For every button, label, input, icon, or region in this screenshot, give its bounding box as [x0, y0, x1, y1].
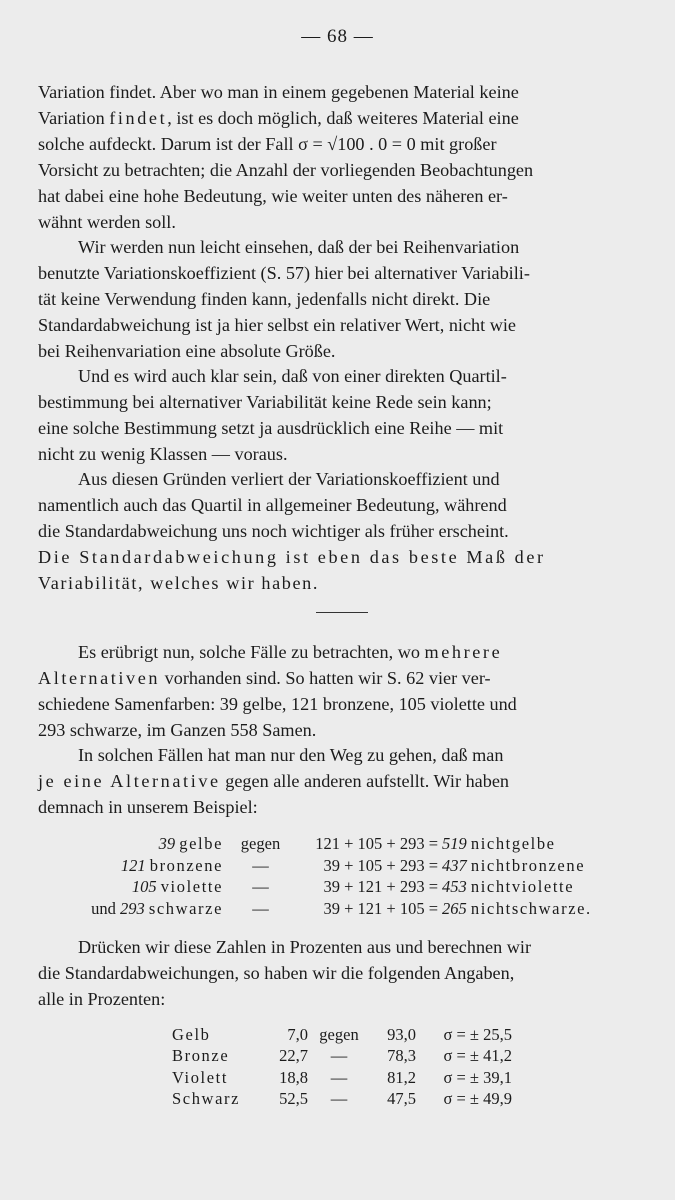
separator-cell: gegen	[240, 834, 281, 853]
text-line: benutzte Variationskoeffizient (S. 57) hier bei alternativer Variabili-	[38, 262, 530, 283]
text-line: hat dabei eine hohe Bedeutung, wie weiter unten des näheren er-	[38, 185, 508, 206]
percentage-row	[172, 1024, 512, 1045]
complement-cell: 78,3	[387, 1046, 416, 1066]
spaced-word: findet	[109, 107, 168, 128]
spaced-line: Die Standardabweichung ist eben das beste Maß der	[38, 546, 546, 567]
text-line: die Standardabweichung uns noch wichtiger als früher erscheint.	[38, 520, 509, 541]
sigma-cell: σ = ± 39,1	[443, 1067, 512, 1087]
paragraph-3	[38, 364, 652, 468]
seed-count-cell: 39 gelbe	[158, 834, 223, 853]
text-line: Aus diesen Gründen verliert der Variationskoeffizient und	[78, 469, 500, 489]
equation-row	[60, 876, 592, 898]
paragraph-5	[38, 640, 652, 744]
paragraph-2	[38, 235, 652, 365]
color-name-cell: Gelb	[172, 1025, 211, 1044]
sigma-cell: σ = ± 41,2	[443, 1046, 512, 1066]
equation-row	[60, 855, 592, 877]
text-line: alle in Prozenten:	[38, 988, 166, 1009]
formula-line: solche aufdeckt. Darum ist der Fall σ = √100 . 0 = 0 mit großer	[38, 133, 497, 154]
text-line: tät keine Verwendung finden kann, jedenfalls nicht direkt. Die	[38, 288, 491, 309]
text-line: Variation findet. Aber wo man in einem gegebenen Material keine	[38, 82, 519, 102]
sigma-cell: σ = ± 25,5	[443, 1025, 512, 1044]
text-line: bestimmung bei alternativer Variabilität keine Rede sein kann;	[38, 391, 492, 412]
text-line: Variation	[38, 107, 110, 128]
percentage-row	[172, 1088, 512, 1109]
color-name-cell: Violett	[172, 1067, 229, 1087]
percentage-row	[172, 1067, 512, 1088]
result-cell: 453 nichtviolette	[442, 877, 575, 896]
text-line: die Standardabweichungen, so haben wir die folgenden Angaben,	[38, 962, 515, 983]
spaced-word: Variabilität, welches wir haben.	[38, 572, 319, 593]
separator-cell: —	[330, 1046, 348, 1066]
text-line: 293 schwarze, im Ganzen 558 Samen.	[38, 719, 317, 740]
separator-cell: —	[252, 877, 269, 896]
sigma-cell: σ = ± 49,9	[443, 1088, 512, 1108]
text-line: eine solche Bestimmung setzt ja ausdrücklich eine Reihe — mit	[38, 417, 504, 438]
color-name-cell: Bronze	[172, 1046, 230, 1066]
separator-cell: —	[330, 1067, 348, 1087]
equation-row	[60, 833, 592, 855]
text-line: Es erübrigt nun, solche Fälle zu betrachten, wo	[78, 642, 425, 662]
text-line: , ist es doch möglich, daß weiteres Material eine	[167, 107, 519, 128]
percent-cell: 7,0	[287, 1025, 308, 1044]
color-name-cell: Schwarz	[172, 1088, 241, 1108]
separator-cell: —	[252, 855, 269, 875]
result-cell: 437 nichtbronzene	[442, 855, 586, 875]
text-line: demnach in unserem Beispiel:	[38, 796, 258, 817]
complement-cell: 81,2	[387, 1067, 416, 1087]
text-line: Vorsicht zu betrachten; die Anzahl der vorliegenden Beobachtungen	[38, 159, 534, 180]
paragraph-1	[38, 80, 652, 235]
text-line: Drücken wir diese Zahlen in Prozenten aus und berechnen wir	[78, 937, 532, 957]
percent-cell: 22,7	[279, 1046, 308, 1066]
text-line: bei Reihenvariation eine absolute Größe.	[38, 340, 336, 361]
separator-cell: —	[252, 898, 269, 918]
text-line: vorhanden sind. So hatten wir S. 62 vier ver-	[160, 667, 491, 688]
text-line: namentlich auch das Quartil in allgemeiner Bedeutung, während	[38, 494, 507, 515]
complement-cell: 93,0	[387, 1025, 416, 1044]
separator-cell: —	[330, 1088, 348, 1108]
sum-cell: 39 + 121 + 105 =	[323, 898, 438, 918]
complement-cell: 47,5	[387, 1088, 416, 1108]
sum-cell: 39 + 121 + 293 =	[323, 877, 438, 896]
percentage-table	[172, 1024, 512, 1109]
section-divider	[316, 612, 368, 613]
spaced-word: je eine Alternative	[38, 770, 221, 791]
seed-color-equations	[60, 833, 592, 919]
text-line: schiedene Samenfarben: 39 gelbe, 121 bronzene, 105 violette und	[38, 693, 517, 714]
seed-count-cell: und 293 schwarze	[91, 898, 223, 918]
spaced-word: Alternativen	[38, 667, 161, 688]
text-line: Wir werden nun leicht einsehen, daß der bei Reihenvariation	[78, 237, 520, 257]
text-line: nicht zu wenig Klassen — voraus.	[38, 443, 288, 464]
text-line: wähnt werden soll.	[38, 211, 176, 232]
percentage-row	[172, 1045, 512, 1066]
paragraph-6	[38, 743, 652, 821]
page-number: — 68 —	[301, 26, 374, 47]
seed-count-cell: 105 violette	[131, 877, 223, 896]
equation-row	[60, 898, 592, 920]
sum-cell: 39 + 105 + 293 =	[323, 855, 438, 875]
paragraph-4	[38, 467, 652, 597]
percent-cell: 18,8	[279, 1067, 308, 1087]
text-line: In solchen Fällen hat man nur den Weg zu gehen, daß man	[78, 745, 504, 765]
seed-count-cell: 121 bronzene	[120, 855, 223, 875]
text-line: Standardabweichung ist ja hier selbst ein relativer Wert, nicht wie	[38, 314, 516, 335]
text-line: Und es wird auch klar sein, daß von einer direkten Quartil-	[78, 366, 507, 386]
result-cell: 519 nichtgelbe	[442, 834, 556, 853]
paragraph-7	[38, 935, 652, 1013]
text-line: gegen alle anderen aufstellt. Wir haben	[220, 770, 510, 791]
result-cell: 265 nichtschwarze.	[442, 898, 592, 918]
sum-cell: 121 + 105 + 293 =	[315, 834, 438, 853]
percent-cell: 52,5	[279, 1088, 308, 1108]
spaced-word: mehrere	[424, 642, 503, 662]
separator-cell: gegen	[319, 1025, 359, 1044]
